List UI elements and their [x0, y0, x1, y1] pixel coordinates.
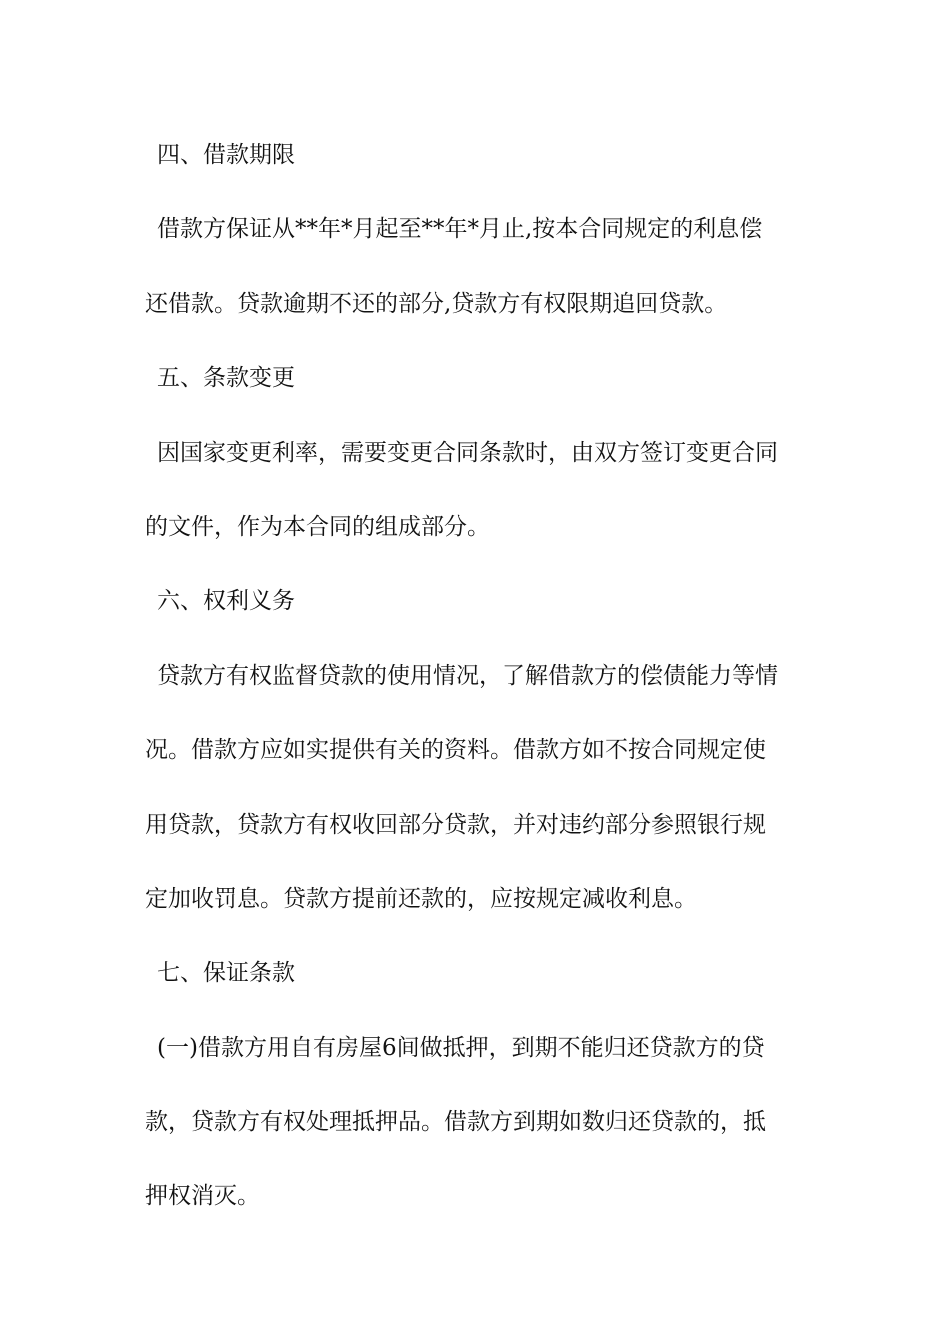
section-heading-guarantee: 七、保证条款 — [157, 960, 295, 987]
paragraph-line: 定加收罚息。贷款方提前还款的，应按规定减收利息。 — [145, 885, 697, 912]
paragraph-line: 借款方保证从**年*月起至**年*月止,按本合同规定的利息偿 — [157, 216, 763, 243]
section-heading-loan-term: 四、借款期限 — [157, 142, 295, 168]
paragraph-line: 因国家变更利率，需要变更合同条款时，由双方签订变更合同 — [157, 439, 778, 466]
paragraph-line: (一)借款方用自有房屋6间做抵押，到期不能归还贷款方的贷 — [157, 1034, 765, 1061]
section-heading-clause-change: 五、条款变更 — [157, 365, 295, 392]
paragraph-line: 押权消灭。 — [145, 1183, 260, 1210]
document-body — [145, 118, 810, 1234]
paragraph-line: 况。借款方应如实提供有关的资料。借款方如不按合同规定使 — [145, 737, 766, 764]
paragraph-line: 贷款方有权监督贷款的使用情况，了解借款方的偿债能力等情 — [157, 662, 778, 689]
paragraph-line: 的文件，作为本合同的组成部分。 — [145, 513, 490, 540]
paragraph-line: 用贷款，贷款方有权收回部分贷款，并对违约部分参照银行规 — [145, 811, 766, 838]
paragraph-line: 款，贷款方有权处理抵押品。借款方到期如数归还贷款的，抵 — [145, 1109, 766, 1136]
section-heading-rights-obligations: 六、权利义务 — [157, 588, 295, 615]
paragraph-line: 还借款。贷款逾期不还的部分,贷款方有权限期追回贷款。 — [145, 290, 728, 317]
